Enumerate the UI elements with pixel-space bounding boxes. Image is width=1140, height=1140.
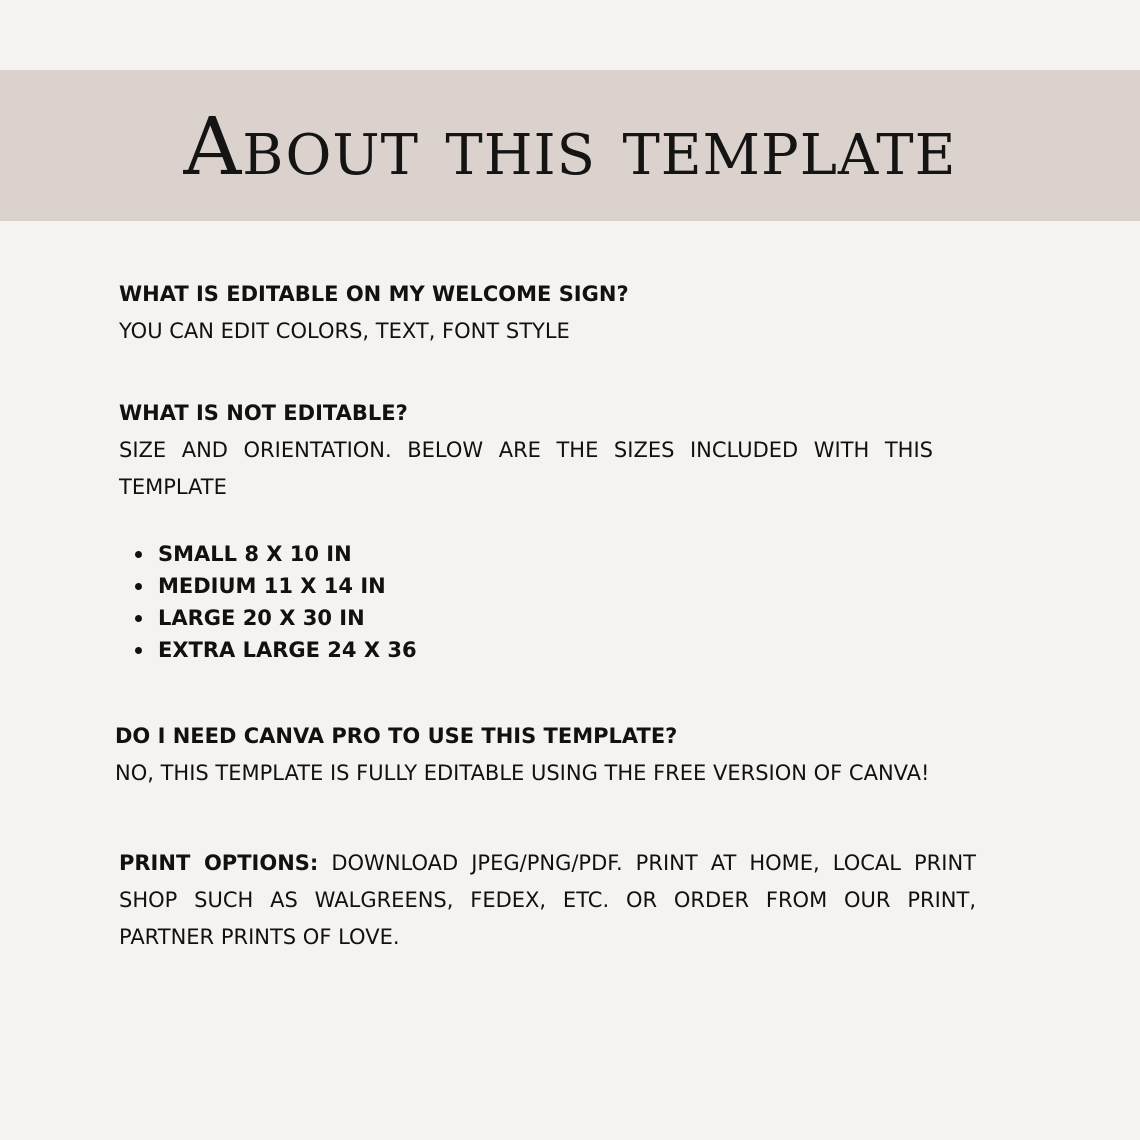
size-label: EXTRA LARGE 24 X 36 xyxy=(158,638,417,662)
faq-answer: SIZE AND ORIENTATION. BELOW ARE THE SIZES INCLUDED WITH THIS TEMPLATE xyxy=(119,438,933,499)
bullet-icon xyxy=(135,615,142,622)
list-item xyxy=(135,538,417,570)
size-label: SMALL 8 X 10 IN xyxy=(158,542,352,566)
list-item xyxy=(135,634,417,666)
bullet-icon xyxy=(135,551,142,558)
title-banner xyxy=(0,70,1140,221)
sizes-list xyxy=(135,538,417,666)
faq-editable xyxy=(119,276,979,350)
faq-canva-pro xyxy=(115,718,995,792)
faq-question: DO I NEED CANVA PRO TO USE THIS TEMPLATE? xyxy=(115,724,678,748)
page-title: About this template xyxy=(183,100,957,193)
faq-not-editable xyxy=(119,395,933,506)
faq-answer: YOU CAN EDIT COLORS, TEXT, FONT STYLE xyxy=(119,319,570,343)
size-label: MEDIUM 11 X 14 IN xyxy=(158,574,386,598)
print-options xyxy=(119,845,976,956)
list-item xyxy=(135,570,417,602)
print-options-label: PRINT OPTIONS: xyxy=(119,851,319,875)
bullet-icon xyxy=(135,583,142,590)
bullet-icon xyxy=(135,647,142,654)
faq-question: WHAT IS EDITABLE ON MY WELCOME SIGN? xyxy=(119,282,629,306)
size-label: LARGE 20 X 30 IN xyxy=(158,606,365,630)
print-options-text: DOWNLOAD JPEG/PNG/PDF. PRINT AT HOME, LOCAL PRINT SHOP SUCH AS WALGREENS, FEDEX, ETC. OR ORDER FROM OUR PRINT, PARTNER PRINTS OF LOVE. xyxy=(119,851,977,949)
list-item xyxy=(135,602,417,634)
print-options-paragraph xyxy=(119,845,976,956)
faq-question: WHAT IS NOT EDITABLE? xyxy=(119,401,408,425)
faq-answer: NO, THIS TEMPLATE IS FULLY EDITABLE USING THE FREE VERSION OF CANVA! xyxy=(115,761,930,785)
